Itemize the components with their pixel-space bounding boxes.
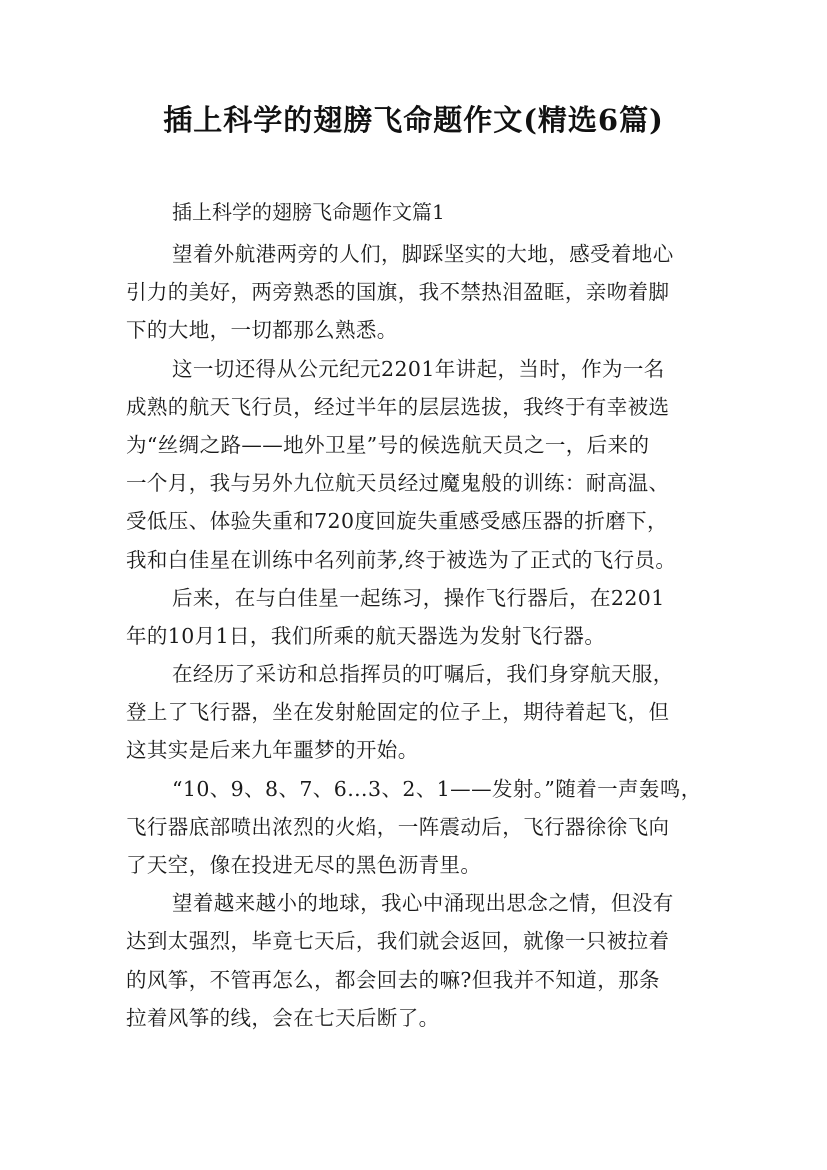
text-line: 受低压、体验失重和720度回旋失重感受感压器的折磨下， <box>126 509 668 534</box>
paragraph <box>126 770 716 885</box>
text-line: 这一切还得从公元纪元2201年讲起，当时，作为一名 <box>172 356 665 381</box>
paragraph <box>126 350 716 579</box>
text-line: 下的大地，一切都那么熟悉。 <box>126 318 398 343</box>
paragraph <box>126 235 716 350</box>
document-title: 插上科学的翅膀飞命题作文(精选6篇) <box>163 103 664 137</box>
document-body <box>126 197 716 1037</box>
text-line: 成熟的航天飞行员，经过半年的层层选拔，我终于有幸被选 <box>126 394 670 419</box>
section-heading: 插上科学的翅膀飞命题作文篇1 <box>172 200 445 224</box>
text-line: 这其实是后来九年噩梦的开始。 <box>126 738 419 763</box>
text-line: 飞行器底部喷出浓烈的火焰，一阵震动后，飞行器徐徐飞向 <box>126 814 670 839</box>
text-line: 我和白佳星在训练中名列前茅,终于被选为了正式的飞行员。 <box>126 547 677 572</box>
text-line: 在经历了采访和总指挥员的叮嘱后，我们身穿航天服， <box>172 662 674 687</box>
text-line: 达到太强烈，毕竟七天后，我们就会返回，就像一只被拉着 <box>126 929 670 954</box>
text-line: 引力的美好，两旁熟悉的国旗，我不禁热泪盈眶，亲吻着脚 <box>126 280 670 305</box>
text-line: 年的10月1日，我们所乘的航天器选为发射飞行器。 <box>126 623 606 648</box>
text-line: “10、9、8、7、6…3、2、1——发射。”随着一声轰鸣， <box>172 776 702 801</box>
text-line: 拉着风筝的线，会在七天后断了。 <box>126 1005 440 1030</box>
text-line: 后来，在与白佳星一起练习，操作飞行器后，在2201 <box>172 585 665 610</box>
text-line: 为“丝绸之路——地外卫星”号的候选航天员之一，后来的 <box>126 432 650 457</box>
text-line: 一个月，我与另外九位航天员经过魔鬼般的训练：耐高温、 <box>126 471 670 496</box>
text-line: 望着越来越小的地球，我心中涌现出思念之情，但没有 <box>172 891 674 916</box>
text-line: 了天空，像在投进无尽的黑色沥青里。 <box>126 853 482 877</box>
paragraph <box>126 884 716 1037</box>
text-line: 的风筝，不管再怎么，都会回去的嘛?但我并不知道，那条 <box>126 967 660 992</box>
paragraph <box>126 579 716 655</box>
text-line: 登上了飞行器，坐在发射舱固定的位子上，期待着起飞，但 <box>126 700 670 725</box>
paragraph <box>126 655 716 770</box>
text-line: 望着外航港两旁的人们，脚踩坚实的大地，感受着地心 <box>172 242 674 266</box>
